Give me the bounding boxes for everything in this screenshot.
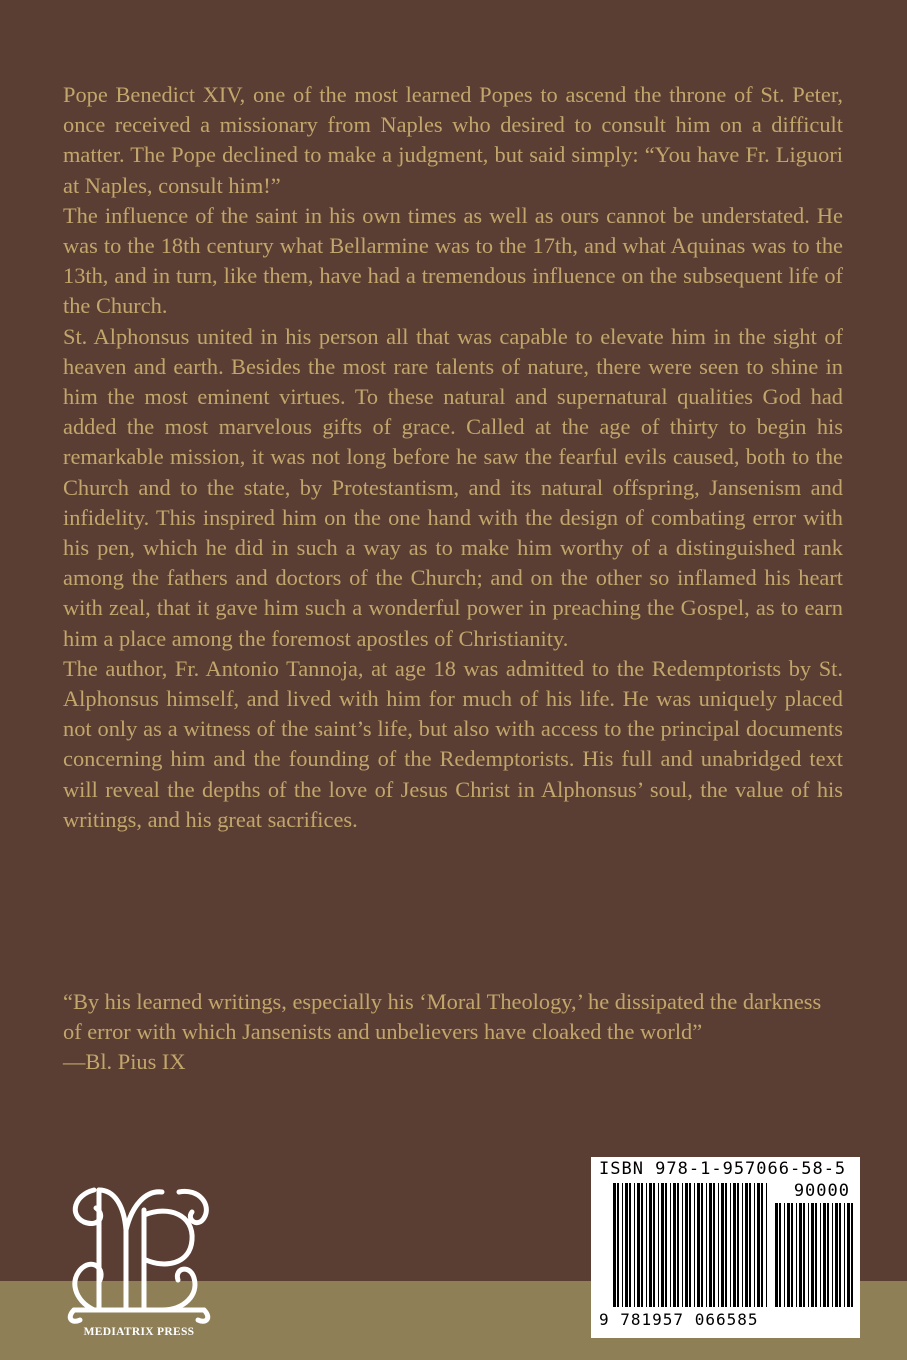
barcode-bar [745, 1183, 748, 1307]
barcode-bar [661, 1183, 664, 1307]
barcode-bar [725, 1183, 727, 1307]
barcode-bar [796, 1203, 797, 1307]
barcode-bar [827, 1203, 829, 1307]
barcode-bar [784, 1203, 785, 1307]
barcode-bar [730, 1183, 731, 1307]
barcode-bar [839, 1203, 841, 1307]
endorsement-quote [63, 987, 843, 1078]
description-paragraph-3: St. Alphonsus united in his person all that was capable to elevate him in the sight of heaven and earth. Besides the most rare talents of nature, there were seen to shine in him the most eminent virtues. To these natural and supernatural qualities God had added the most marvelous gifts of grace. Called at the age of thirty to begin his remarkable mission, it was not long before he saw the fearful evils caused, both to the Church and to the state, by Protestantism, and its natural offspring, Jansenism and infidelity. This inspired him on the one hand with the design of combating error with his pen, which he did in such a way as to make him worthy of a distinguished rank among the fathers and doctors of the Church; and on the other so inflamed his heart with zeal, that it gave him such a wonderful power in preaching the Gospel, as to earn him a place among the foremost apostles of Christianity. [63, 323, 843, 651]
barcode-bar [653, 1183, 655, 1307]
publisher-name: MEDIATRIX PRESS [83, 1326, 195, 1338]
barcode-bar [761, 1183, 763, 1307]
barcode-bar [665, 1183, 667, 1307]
publisher-logo [54, 1160, 224, 1360]
barcode-bar [658, 1183, 659, 1307]
barcode-bar [742, 1183, 743, 1307]
quote-attribution: —Bl. Pius IX [63, 1049, 186, 1075]
barcode-bar [649, 1183, 652, 1307]
barcode-bar [808, 1203, 809, 1307]
barcode-bar [637, 1183, 640, 1307]
barcode-bar [697, 1183, 700, 1307]
barcode-bar [823, 1203, 826, 1307]
description-paragraph-1: Pope Benedict XIV, one of the most learned Popes to ascend the throne of St. Peter, once received a missionary from Naples who desired to consult him on a difficult matter. The Pope declined to make a judgment, but said simply: “You have Fr. Liguori at Naples, consult him!” [63, 82, 843, 198]
barcode-bar [685, 1183, 688, 1307]
barcode-bar [629, 1183, 631, 1307]
barcode-bar [677, 1183, 679, 1307]
barcode-bar [673, 1183, 676, 1307]
barcode-bar [718, 1183, 719, 1307]
barcode-bar [775, 1203, 778, 1307]
barcode-bar [646, 1183, 647, 1307]
barcode-bar [799, 1203, 802, 1307]
back-cover-description [63, 80, 843, 835]
quote-text: “By his learned writings, especially his ‘Moral Theology,’ he dissipated the darkness of error with which Jansenists and unbelievers have cloaked the world” [63, 989, 822, 1045]
barcode-bar [709, 1183, 712, 1307]
barcode-bar [721, 1183, 724, 1307]
barcode-bar [694, 1183, 695, 1307]
barcode-bar [766, 1183, 767, 1307]
barcode-bar [622, 1183, 623, 1307]
barcode-bar [803, 1203, 805, 1307]
barcode-bar [689, 1183, 691, 1307]
description-paragraph-4: The author, Fr. Antonio Tannoja, at age 18 was admitted to the Redemptorists by St. Alphonsus himself, and lived with him for much of his life. He was uniquely placed not only as a witness of the saint’s life, but also with access to the principal documents concerning him and the founding of the Redemptorists. His full and unabridged text will reveal the depths of the love of Jesus Christ in Alphonsus’ soul, the value of his writings, and his great sacrifices. [63, 655, 843, 832]
barcode-bar [835, 1203, 838, 1307]
barcode-bar [787, 1203, 790, 1307]
barcode-bar [757, 1183, 760, 1307]
barcode-bar [811, 1203, 814, 1307]
barcode-bar [779, 1203, 781, 1307]
ean-digits: 9 781957 066585 [599, 1310, 759, 1329]
barcode-bar [820, 1203, 821, 1307]
barcode-bar [706, 1183, 707, 1307]
barcode-bar [851, 1203, 853, 1307]
isbn-number: ISBN 978-1-957066-58-5 [599, 1159, 847, 1179]
barcode-bar [847, 1203, 850, 1307]
barcode-bar [844, 1203, 845, 1307]
barcode-bar [617, 1183, 619, 1307]
barcode-bar [625, 1183, 628, 1307]
mediatrix-monogram-icon [54, 1160, 224, 1325]
barcode-bar [754, 1183, 755, 1307]
barcode-bar [737, 1183, 739, 1307]
isbn-barcode [591, 1157, 860, 1338]
barcode-bar [815, 1203, 817, 1307]
barcode-bar [832, 1203, 833, 1307]
price-code: 90000 [793, 1181, 850, 1201]
barcode-bar [713, 1183, 715, 1307]
barcode-bar [641, 1183, 643, 1307]
barcode-bar [749, 1183, 751, 1307]
barcode-bar [733, 1183, 736, 1307]
description-paragraph-2: The influence of the saint in his own times as well as ours cannot be understated. He was to the 18th century what Bellarmine was to the 17th, and what Aquinas was to the 13th, and in turn, like them, have had a tremendous influence on the subsequent life of the Church. [63, 202, 843, 319]
barcode-bar [670, 1183, 671, 1307]
barcode-bar [791, 1203, 793, 1307]
barcode-bar [634, 1183, 635, 1307]
barcode-bar [682, 1183, 683, 1307]
barcode-bar [613, 1183, 616, 1307]
barcode-bar [701, 1183, 703, 1307]
